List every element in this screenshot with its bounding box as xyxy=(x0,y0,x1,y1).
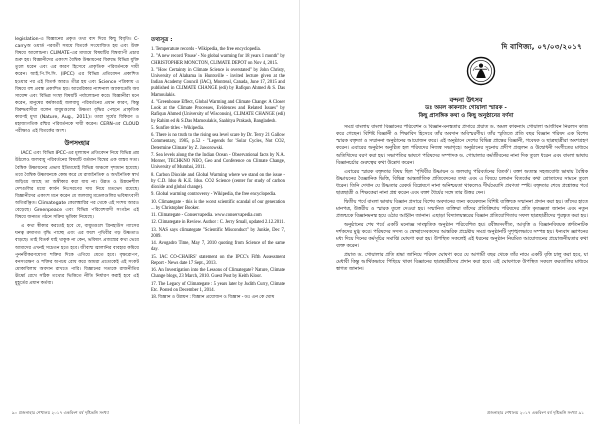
body-paragraph: অনুষ্ঠানের শেষ পর্বে একটি মনোজ্ঞ সাংস্কৃতিক অনুষ্ঠান পরিবেশিত হয়। রবীন্দ্রসংগীত, আবৃত্তি ও বিজ্ঞানবিষয়ক শ্রুতিনাটক দর্শকদের মুগ্ধ করে। পরিষদের সদস্য ও স্বেচ্ছাসেবকদের আন্তরিক প্রচেষ্টায় সমগ্র অনুষ্ঠানটি সুশৃঙ্খলভাবে সম্পন্ন হয়। ধন্যবাদ জ্ঞাপনের মধ্য দিয়ে দিনের কর্মসূচির সমাপ্তি ঘোষণা করা হয়। উপস্থিত সকলেই এই ধরনের অনুষ্ঠান নিয়মিত আয়োজনের প্রয়োজনীয়তার কথা ব্যক্ত করেন। xyxy=(336,221,588,250)
conclusion-paragraph: এ কথা স্বীকার করতেই হবে যে, বায়ুমণ্ডলে গ্রিনহাউস গ্যাসের ঘনত্ব ক্রমাগত বৃদ্ধি পাচ্ছে এবং এর ফলে পৃথিবীর গড় উষ্ণতাও বাড়ছে। তাই বিতর্ক যাই থাকুক না কেন, ভবিষ্যৎ প্রজন্মের কথা ভেবে আমাদের এখনই সচেতন হতে হবে। জীবাশ্ম জ্বালানির ব্যবহার কমিয়ে পুনর্নবীকরণযোগ্য শক্তির দিকে এগিয়ে যেতে হবে। বৃক্ষরোপণ, বনসংরক্ষণ ও শক্তির অপচয় রোধ করে আমরা প্রত্যেকেই এই সংকট মোকাবিলায় অবদান রাখতে পারি। বিজ্ঞানের সত্যকে রাজনীতির ঊর্ধ্বে রেখে সঠিক তথ্যের ভিত্তিতে নীতি নির্ধারণ করাই হবে এই মুহূর্তের প্রধান কর্তব্য। xyxy=(15,224,139,286)
reference-item: 11. Climategate - Conservapedia. www.conservapedia.com xyxy=(151,213,262,219)
society-emblem-icon xyxy=(466,56,496,86)
article-title: বন্দনা উৎসব xyxy=(449,96,483,104)
page-footer-right: প্রজনাহার শেখালয় ২০১৭ একবিংশ বর্ষ দৃষ্টিভঙ্গি সংখ্যা ৯১ xyxy=(487,410,584,415)
date-stamp: দি বাণিজ্য, ০৭/০৩/২০১৭ xyxy=(501,42,582,51)
reference-item: 18. বিজ্ঞান ও উন্নয়ন : বিজ্ঞান প্রয়োজন ও বিজ্ঞান - ডঃ এন কে ঘোষ xyxy=(151,295,275,301)
reference-item: 14. Avogadro Time, May 7, 2010 quoting from Science of the same day. xyxy=(151,241,285,253)
reference-item: 3. "How Certainty in Climate Science is overstated" by John Christy, University of Alabama in Huntsville - invited lecture given at the Indian Academy Council (IAC), Montreal, Canada, June 17, 2015 and published in CLIMATE CHANGE (edi) by Rafiqun Ahmed & S. Das Mamoulakis. xyxy=(151,67,285,98)
reference-item: 9. Global warming controversy - Wikipedia, the free encyclopedia. xyxy=(151,192,277,198)
page-footer-left: ৯০ প্রজনাহার শেখালয় ২০১৭ একবিংশ বর্ষ দৃষ্টিভঙ্গি সংখ্যা xyxy=(12,410,109,415)
reference-item: 8. Carbon Dioxide and Global Warming where we stand on the issue - by C.D. Idso & K.E. Idso. CO2 Science (center for study of carbon dioxide and global change). xyxy=(151,172,285,190)
reference-item: 1. Temperature records - Wikipedia, the free encyclopedia. xyxy=(151,47,261,52)
section-heading-conclusion: উপসংহার xyxy=(64,139,90,148)
body-paragraph: সমগ্র বাংলায় বাংলা বিজ্ঞানের পরিবেশন ও বিজ্ঞান-মনস্কতার প্রসারে প্রয়াত ড. অমল কাকন্যাং গোয়ালা আজীবন নিরলস কাজ করে গেছেন। বিশিষ্ট বিজ্ঞানী ও শিক্ষাবিদ হিসেবে তাঁর অবদান অবিস্মরণীয়। তাঁর স্মৃতিতে প্রতি বছর বিজ্ঞান পরিষদ এক বিশেষ স্মারক বক্তৃতা ও সম্মাননা অনুষ্ঠানের আয়োজন করে। এই অনুষ্ঠানে দেশের বিভিন্ন প্রান্তের বিজ্ঞানী, গবেষক ও ছাত্রছাত্রীরা অংশগ্রহণ করেন। এবারের অনুষ্ঠান অনুষ্ঠিত হল পরিষদের নিজস্ব সভাগৃহে। অনুষ্ঠানের সূচনায় প্রদীপ প্রজ্বলন ও উদ্বোধনী সংগীতের মাধ্যমে অতিথিদের বরণ করা হয়। সভাপতির ভাষণে পরিষদের সম্পাদক ড. গোয়ালার কর্মজীবনের নানা দিক তুলে ধরেন এবং বাংলা ভাষায় বিজ্ঞানচর্চার গুরুত্বের কথা উল্লেখ করেন। xyxy=(336,124,588,166)
reference-item: 12. Climategate in Review. Author : C. Jerry Small, updated 2.12.2011. xyxy=(151,220,285,226)
body-paragraph: প্রয়াত ড. গোয়ালার প্রতি শ্রদ্ধা জানিয়ে পরিষদ ঘোষণা করে যে আগামী বছর থেকে তাঁর নামে একটি বৃত্তি চালু করা হবে, যা মেধাবী কিন্তু আর্থিকভাবে পিছিয়ে থাকা বিজ্ঞানের ছাত্রছাত্রীদের প্রদান করা হবে। এই ঘোষণাকে উপস্থিত সকলে করতালির মাধ্যমে স্বাগত জানান। xyxy=(336,252,588,273)
body-paragraph: দ্বিতীয় পর্বে বাংলা ভাষায় বিজ্ঞান প্রসারে বিশেষ অবদানের জন্য কয়েকজন বিশিষ্ট ব্যক্তিকে সম্মাননা প্রদান করা হয়। তাঁদের হাতে মানপত্র, উত্তরীয় ও স্মারক তুলে দেওয়া হয়। সম্মানিত ব্যক্তিরা তাঁদের প্রতিক্রিয়ায় পরিষদের প্রতি কৃতজ্ঞতা জানান এবং নতুন প্রজন্মকে বিজ্ঞানমনস্ক হয়ে ওঠার আহ্বান জানান। এছাড়া বিদ্যালয়স্তরের বিজ্ঞান প্রতিযোগিতায় সফল ছাত্রছাত্রীদের পুরস্কৃত করা হয়। xyxy=(336,198,588,220)
reference-item: 5. Sunfire titles - Wikipedia. xyxy=(151,125,205,131)
reference-item: 17. The Legacy of Climategate : 5 years later by Judith Curry, Climate Etc. Posted on December 1, 2014. xyxy=(151,281,285,293)
body-paragraph: legislation-এ বিজ্ঞানের প্রকৃত তথ্য বাদ দিয়ে কিছু বিবৃতি। C-carryঅ ওয়ার্ড পরবর্তী সময়ে বিতর্কে সংযোজিত হয় এবং উক্ত বিষয়ে আলোচনা। CLIMATE-এর মাধ্যমে বিষয়টির বিশ্বব্যাপী প্রচার শুরু হয়। বিজ্ঞানীদের একাংশ বৈশ্বিক উষ্ণায়নের বিরুদ্ধে বিভিন্ন যুক্তি তুলে ধরেন এবং এর কারণ হিসেবে প্রাকৃতিক পরিবর্তনকে দায়ী করেন। আই.পি.সি.সি. (IPCC) এর বিভিন্ন প্রতিবেদন প্রকাশিত হওয়ার পর এই বিতর্ক আরও তীব্র হয় এবং Science পত্রিকায় এ বিষয়ে বহু প্রবন্ধ প্রকাশিত হয়। আমেরিকার ন্যাশনাল অ্যাকাডেমি অব সায়েন্স এবং বিভিন্ন সংস্থা বিষয়টি পর্যালোচনা করে। বিজ্ঞানীরা মনে করেন, মানুষের কর্মকাণ্ডই জলবায়ু পরিবর্তনের প্রধান কারণ, কিন্তু বিরুদ্ধবাদীরা বলেন বায়ুমণ্ডলের উষ্ণতা বৃদ্ধির পেছনে প্রাকৃতিক কারণই মুখ্য (Nature, Aug., 2011)। তারা সূর্যের বিকিরণ ও মহাজাগতিক রশ্মির পরিবর্তনকে দায়ী করেন। CERN-এর CLOUD পরীক্ষাও এই বিতর্কের অংশ। xyxy=(15,37,139,135)
conclusion-paragraph: IACC এবং বিভিন্ন IPCC-এর মূল্যায়ন প্রতিবেদন নিয়ে বিভিন্ন প্রশ্ন উঠলেও জলবায়ু পরিবর্তনের বিষয়টি বর্তমান বিশ্বের এক বাস্তব সত্য। বৈশ্বিক উষ্ণায়নের প্রভাব ইতিমধ্যেই বিভিন্ন অঞ্চলে দৃশ্যমান হয়েছে। তবে বৈশ্বিক উষ্ণায়নকে কেন্দ্র করে যে রাজনৈতিক ও অর্থনৈতিক স্বার্থ জড়িয়ে আছে তা অস্বীকার করা যায় না। উন্নত ও উন্নয়নশীল দেশগুলির মধ্যে কার্বন নিঃসরণের দায় নিয়ে মতভেদ রয়েছে। বিজ্ঞানীদের একাংশ মনে করেন যে জলবায়ু মডেলগুলির ভবিষ্যৎবাণী অতিরঞ্জিত। Climategate কেলেঙ্কারির পর থেকে এই সংশয় আরও বেড়েছে। Greenpeace এবং বিভিন্ন পরিবেশবাদী সংগঠন এই বিষয়ে জনমত গঠনে সক্রিয় ভূমিকা নিয়েছে। xyxy=(15,151,139,221)
article-body xyxy=(336,124,588,406)
body-column-left xyxy=(15,36,139,406)
article-subtitle: ডঃ অমল কাকন্যাং গোয়ালা স্মারক - xyxy=(425,105,507,111)
reference-item: 7. Sea levels along the the Indian Ocean - Observational facts by N.A. Morner, TECHKNO NEO, Geo and Conference on Climate Change, University of Mumbai, 2011. xyxy=(151,152,285,171)
article-subtitle-secondary: কিছু প্রাসঙ্গিক কথা ও কিছু অনুষ্ঠানের বর্ণনা xyxy=(418,113,514,119)
reference-item: 13. NAS says climategate "Scientific Misconduct" by Junkie, Dec 7, 2009. xyxy=(151,227,285,239)
reference-item: 4. "Greenhouse Effect, Global Warming and Climate Change: A Closer Look at the Climate Processes, Evidences and Related Issues" by Rafiqun Ahmed (University of Wisconsin), CLIMATE CHANGE (edi) by Rahim ed & S.Das Mamoulakis, Saahitya Prakash, Bangladesh. xyxy=(151,99,285,124)
body-paragraph: এবারের স্মারক বক্তৃতার বিষয় ছিল 'পৃথিবীর উষ্ণায়ন ও জলবায়ু পরিবর্তনের বিতর্ক'। বক্তা অত্যন্ত সহজবোধ্য ভাষায় বৈশ্বিক উষ্ণায়নের বৈজ্ঞানিক ভিত্তি, বিভিন্ন আন্তর্জাতিক প্রতিবেদনের তথ্য এবং এ বিষয়ে চলমান বিতর্কের কথা শ্রোতাদের সামনে তুলে ধরেন। তিনি দেখান যে উষ্ণতার রেকর্ড বিশ্লেষণে নানা অনিশ্চয়তা থাকলেও দীর্ঘমেয়াদি প্রবণতা স্পষ্ট। বক্তৃতার শেষে প্রশ্নোত্তর পর্বে ছাত্রছাত্রী ও শিক্ষকেরা নানা প্রশ্ন করেন এবং বক্তা ধৈর্যের সঙ্গে তার উত্তর দেন। xyxy=(336,168,588,196)
reference-item: 10. Climategate - this is the worst scientific scandal of our generation ... by Christopher Booker. xyxy=(151,199,285,211)
reference-item: 6. There is no truth to the rising sea level scare by Dr. Terry 21 Gallow Commentary, 1985, p.52 - "Legends for 'Solar Cycles, Not CO2, Determine Climate' by Z. Jaworowski. xyxy=(151,133,285,151)
reference-item: 16. An Investigation into the Lessons of Climategate? Nature, Climate Change blogs, 23 March, 2010. Guest Post by Keith Kloor. xyxy=(151,268,285,280)
references-column xyxy=(151,36,285,406)
right-page xyxy=(300,0,600,424)
references-heading: তথ্যসূত্র : xyxy=(151,37,173,43)
reference-item: 15. IAC CO-CHAIRS' statement on the IPCC's Fifth Assessment Report - News date 17 Sept., 2013. xyxy=(151,254,285,266)
reference-item: 2. "A new record 'Pause' - No global warming for 18 years 1 month" by CHRISTOPHER MONCTON, CLIMATE DEPOT on Nov 4, 2015. xyxy=(151,54,285,66)
